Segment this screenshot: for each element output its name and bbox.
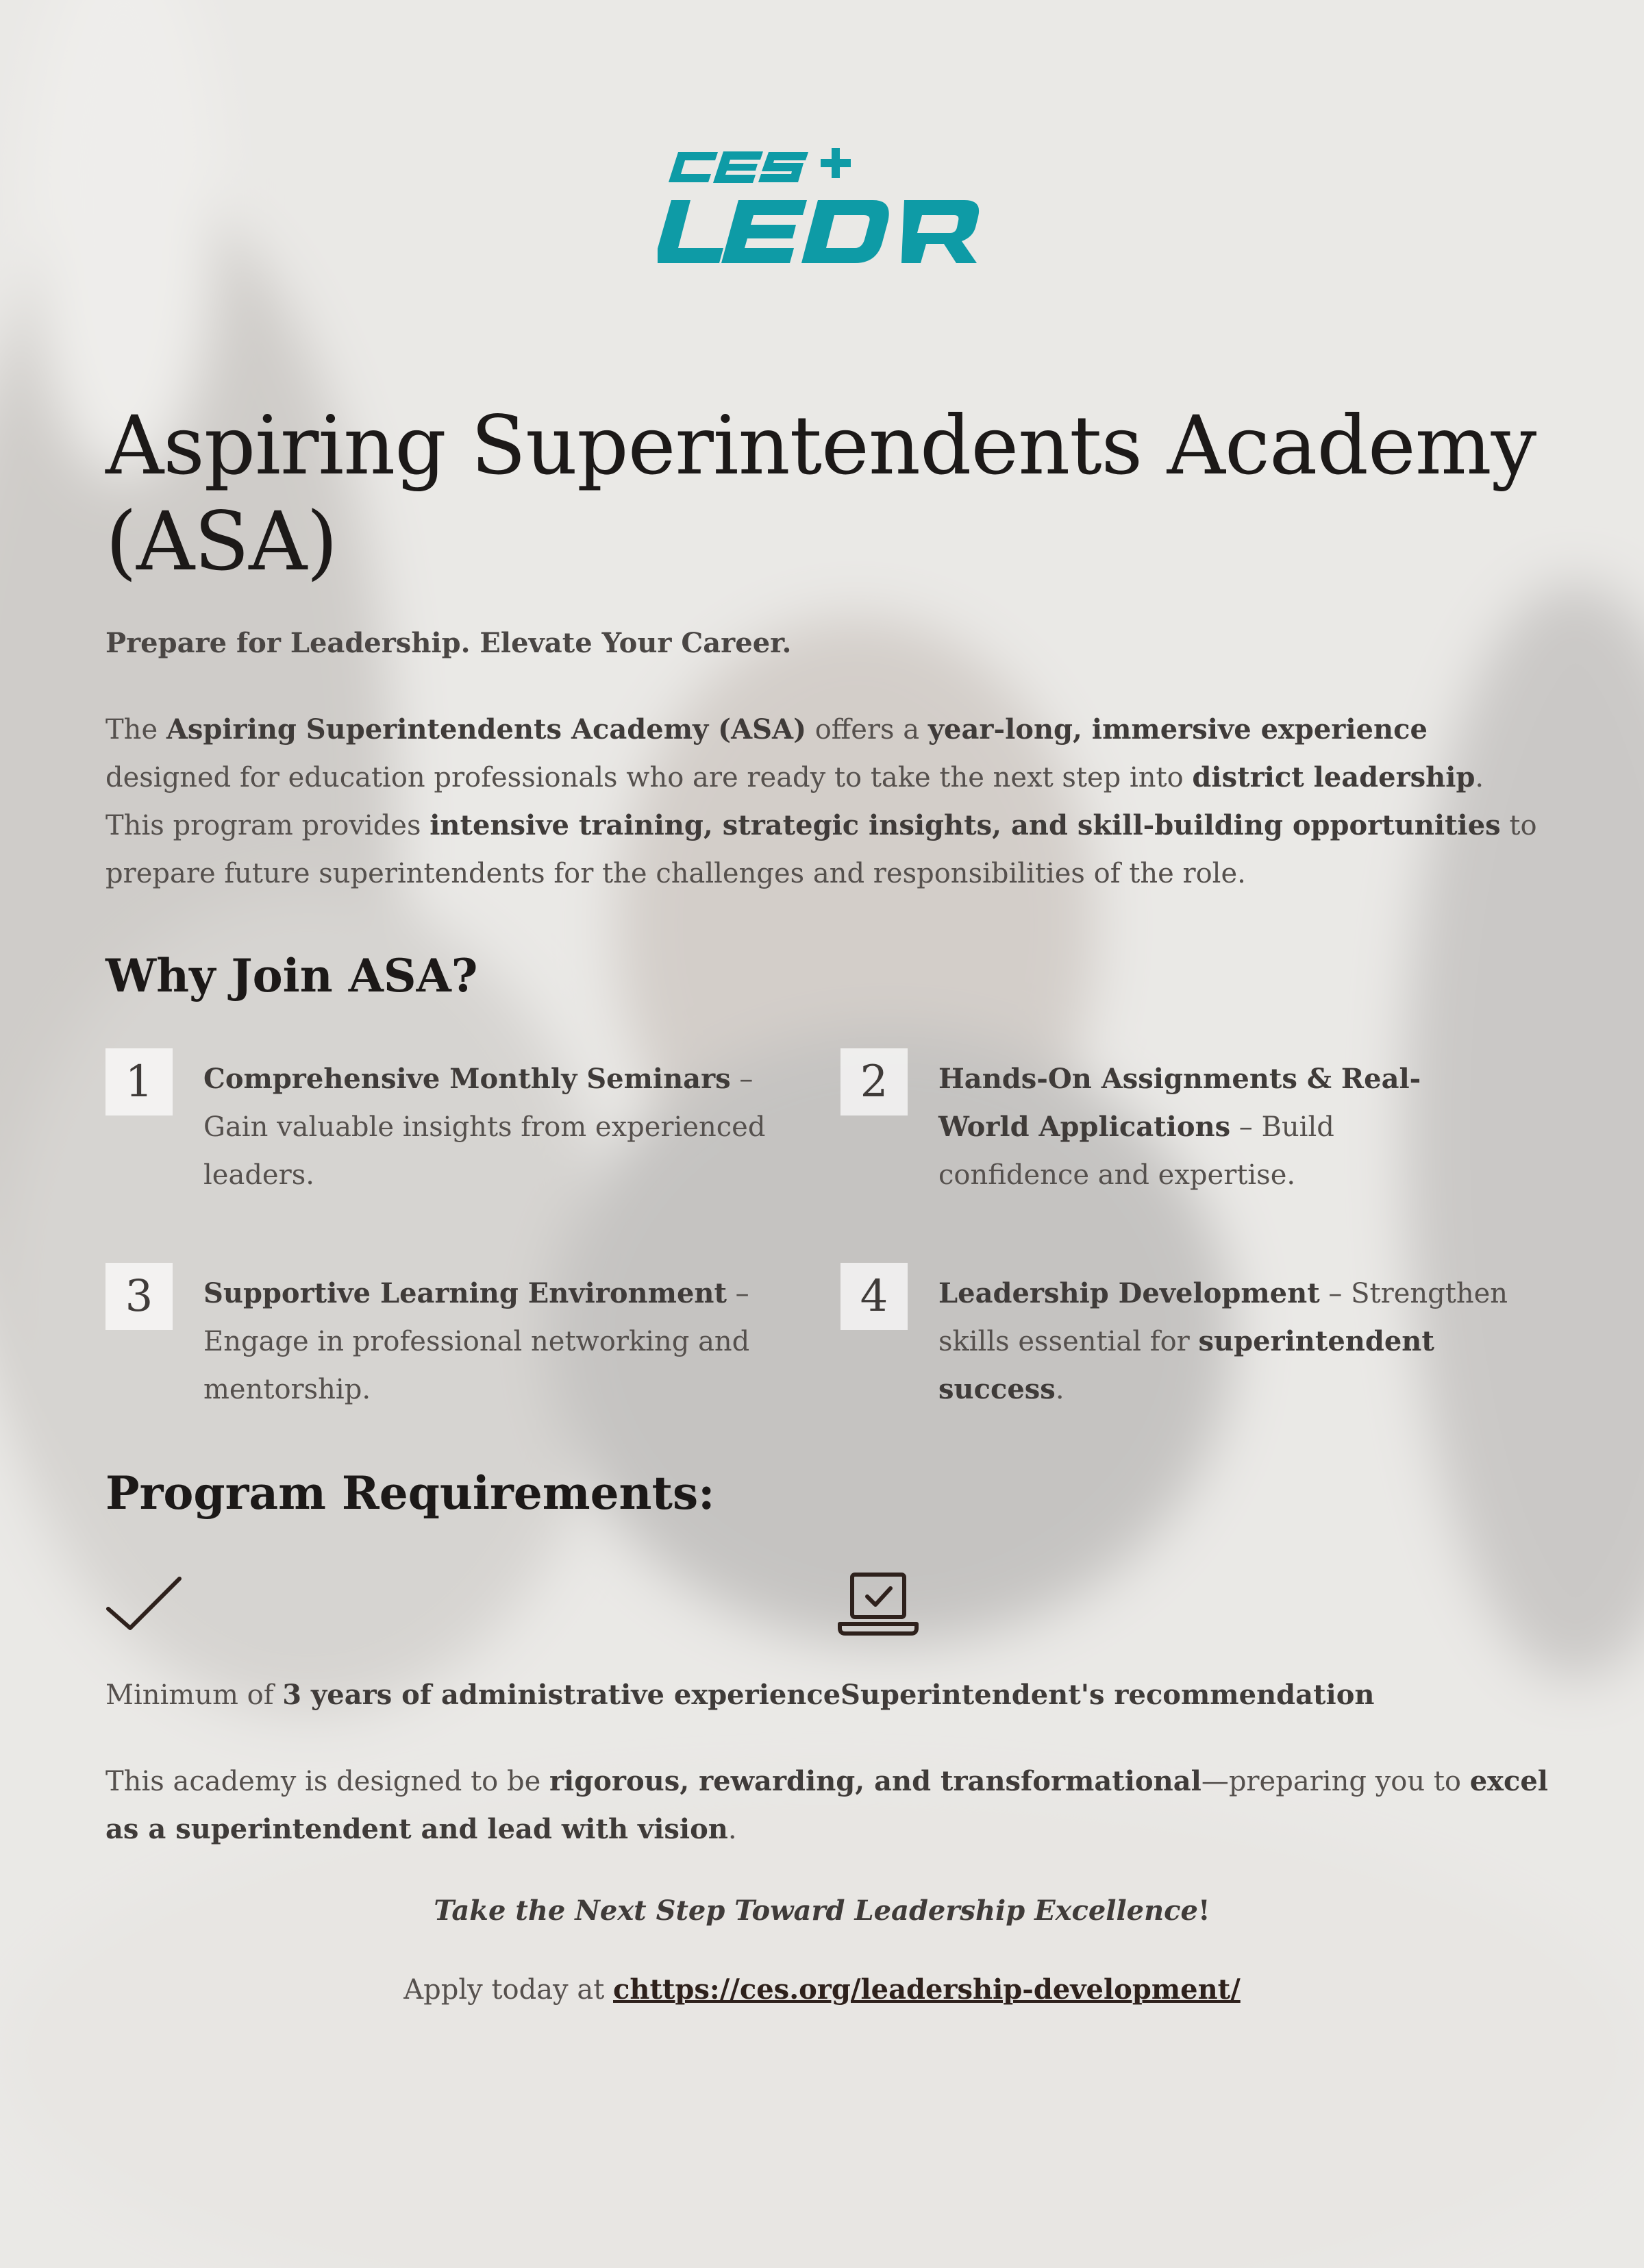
requirement-experience: Minimum of 3 years of administrative experience — [105, 1679, 841, 1711]
intro-paragraph: The Aspiring Superintendents Academy (ASA) offers a year-long, immersive experience designed for education professionals who are ready to take the next step into district leadership. This program provides intensive training, strategic insights, and skill-building opportunities to prepare future superintendents for the challenges and responsibilities of the role. — [105, 713, 1537, 889]
apply-line: Apply today at chttps://ces.org/leadership-development/ — [403, 1973, 1241, 2006]
why-join-heading: Why Join ASA? — [105, 949, 478, 1002]
laptop-check-icon — [837, 1569, 919, 1638]
benefit-text: Hands-On Assignments & Real-World Applications – Build confidence and expertise. — [938, 1063, 1421, 1191]
requirement-recommendation: Superintendent's recommendation — [840, 1679, 1375, 1711]
benefit-number: 3 — [105, 1263, 173, 1330]
benefit-number: 1 — [105, 1048, 173, 1115]
checkmark-icon — [103, 1569, 185, 1638]
benefit-text: Comprehensive Monthly Seminars – Gain valuable insights from experienced leaders. — [203, 1063, 766, 1191]
benefit-number: 2 — [840, 1048, 908, 1115]
closing-paragraph: This academy is designed to be rigorous, rewarding, and transformational—preparing you to excel as a superintendent and lead with vision. — [105, 1765, 1548, 1845]
apply-link[interactable]: chttps://ces.org/leadership-development/ — [613, 1973, 1241, 2006]
program-requirements-heading: Program Requirements: — [105, 1466, 715, 1520]
call-to-action: Take the Next Step Toward Leadership Excellence! — [434, 1895, 1210, 1927]
benefit-text: Leadership Development – Strengthen skills essential for superintendent success. — [938, 1277, 1508, 1405]
ces-ledr-logo — [658, 144, 986, 281]
benefit-text: Supportive Learning Environment – Engage in professional networking and mentorship. — [203, 1277, 750, 1405]
page-title: Aspiring Superintendents Academy (ASA) — [105, 398, 1536, 589]
tagline: Prepare for Leadership. Elevate Your Career. — [105, 627, 792, 659]
benefit-number: 4 — [840, 1263, 908, 1330]
